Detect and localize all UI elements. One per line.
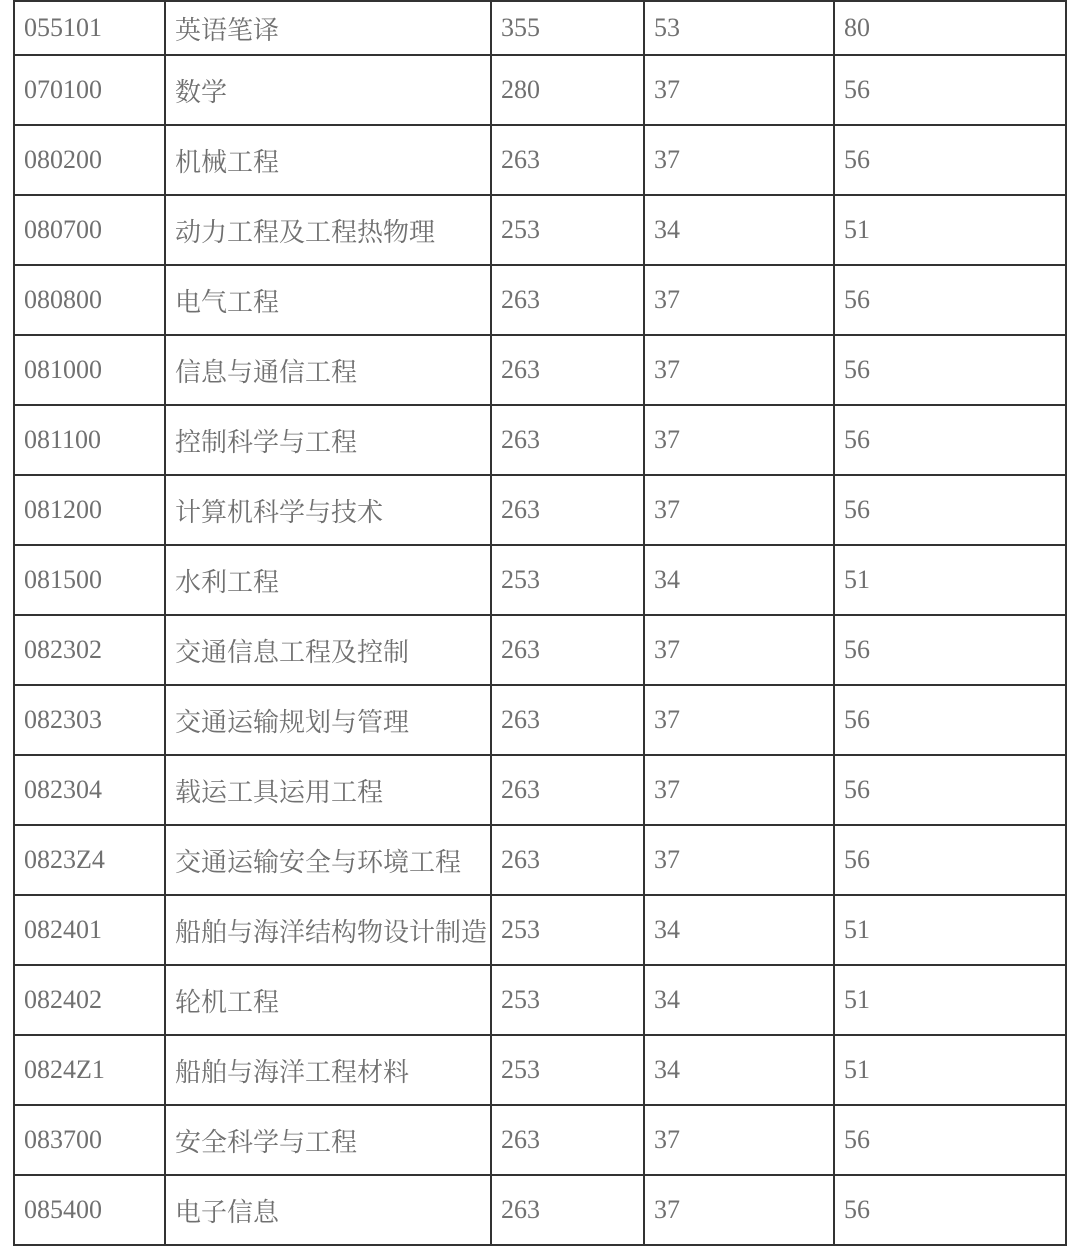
score_a-cell: 34 [644,965,834,1035]
table-body [14,1,1066,1245]
score_total-cell: 280 [491,55,644,125]
score_b-cell: 56 [834,1175,1066,1245]
table-row [14,965,1066,1035]
score_b-cell: 51 [834,965,1066,1035]
major-cell: 动力工程及工程热物理 [165,195,491,265]
code-cell: 081200 [14,475,165,545]
score_b-cell: 56 [834,55,1066,125]
score_a-cell: 34 [644,895,834,965]
table-row [14,55,1066,125]
table-row [14,1175,1066,1245]
score_b-cell: 51 [834,195,1066,265]
score_b-cell: 51 [834,545,1066,615]
score_total-cell: 253 [491,195,644,265]
table-row [14,825,1066,895]
code-cell: 0823Z4 [14,825,165,895]
score_b-cell: 56 [834,265,1066,335]
major-cell: 船舶与海洋工程材料 [165,1035,491,1105]
score_b-cell: 56 [834,405,1066,475]
code-cell: 083700 [14,1105,165,1175]
score_total-cell: 253 [491,895,644,965]
score_b-cell: 56 [834,335,1066,405]
score_b-cell: 51 [834,1035,1066,1105]
table-row [14,1105,1066,1175]
major-cell: 载运工具运用工程 [165,755,491,825]
score_a-cell: 34 [644,1035,834,1105]
score_a-cell: 37 [644,825,834,895]
table-row [14,265,1066,335]
code-cell: 082304 [14,755,165,825]
score_a-cell: 37 [644,405,834,475]
score_total-cell: 263 [491,475,644,545]
table-row [14,125,1066,195]
score_b-cell: 56 [834,125,1066,195]
score_total-cell: 263 [491,825,644,895]
major-cell: 轮机工程 [165,965,491,1035]
major-cell: 机械工程 [165,125,491,195]
code-cell: 081100 [14,405,165,475]
code-cell: 085400 [14,1175,165,1245]
table-row [14,405,1066,475]
code-cell: 080200 [14,125,165,195]
score_a-cell: 34 [644,545,834,615]
table-row [14,1035,1066,1105]
code-cell: 080800 [14,265,165,335]
major-cell: 交通信息工程及控制 [165,615,491,685]
score_total-cell: 263 [491,335,644,405]
major-cell: 英语笔译 [165,1,491,55]
code-cell: 082302 [14,615,165,685]
score_total-cell: 253 [491,965,644,1035]
score_total-cell: 263 [491,1175,644,1245]
score_a-cell: 53 [644,1,834,55]
score_a-cell: 37 [644,55,834,125]
table-row [14,615,1066,685]
score_b-cell: 56 [834,825,1066,895]
code-cell: 081500 [14,545,165,615]
table-row [14,755,1066,825]
score_a-cell: 37 [644,755,834,825]
table-row [14,475,1066,545]
score_b-cell: 56 [834,685,1066,755]
score_b-cell: 51 [834,895,1066,965]
score_total-cell: 263 [491,265,644,335]
score_b-cell: 56 [834,1105,1066,1175]
score_b-cell: 56 [834,755,1066,825]
score_total-cell: 263 [491,125,644,195]
code-cell: 081000 [14,335,165,405]
score_total-cell: 263 [491,615,644,685]
score_b-cell: 56 [834,615,1066,685]
score_a-cell: 37 [644,1105,834,1175]
score_a-cell: 37 [644,335,834,405]
code-cell: 082402 [14,965,165,1035]
major-cell: 交通运输安全与环境工程 [165,825,491,895]
major-cell: 水利工程 [165,545,491,615]
major-cell: 信息与通信工程 [165,335,491,405]
score_a-cell: 34 [644,195,834,265]
score_a-cell: 37 [644,265,834,335]
code-cell: 055101 [14,1,165,55]
score_a-cell: 37 [644,1175,834,1245]
score_a-cell: 37 [644,475,834,545]
code-cell: 080700 [14,195,165,265]
table-row [14,335,1066,405]
major-cell: 电气工程 [165,265,491,335]
major-cell: 数学 [165,55,491,125]
table-row [14,195,1066,265]
code-cell: 0824Z1 [14,1035,165,1105]
table-row [14,685,1066,755]
score_total-cell: 263 [491,685,644,755]
score_total-cell: 253 [491,545,644,615]
score_b-cell: 56 [834,475,1066,545]
table-row [14,1,1066,55]
score_total-cell: 253 [491,1035,644,1105]
score_total-cell: 263 [491,1105,644,1175]
code-cell: 070100 [14,55,165,125]
major-cell: 控制科学与工程 [165,405,491,475]
admission-scores-table-container [13,0,1067,1246]
major-cell: 电子信息 [165,1175,491,1245]
score_a-cell: 37 [644,615,834,685]
score_a-cell: 37 [644,685,834,755]
score_total-cell: 355 [491,1,644,55]
major-cell: 计算机科学与技术 [165,475,491,545]
major-cell: 船舶与海洋结构物设计制造 [165,895,491,965]
code-cell: 082401 [14,895,165,965]
table-row [14,545,1066,615]
major-cell: 交通运输规划与管理 [165,685,491,755]
admission-scores-table [13,0,1067,1246]
score_a-cell: 37 [644,125,834,195]
score_total-cell: 263 [491,405,644,475]
table-row [14,895,1066,965]
major-cell: 安全科学与工程 [165,1105,491,1175]
score_total-cell: 263 [491,755,644,825]
score_b-cell: 80 [834,1,1066,55]
code-cell: 082303 [14,685,165,755]
